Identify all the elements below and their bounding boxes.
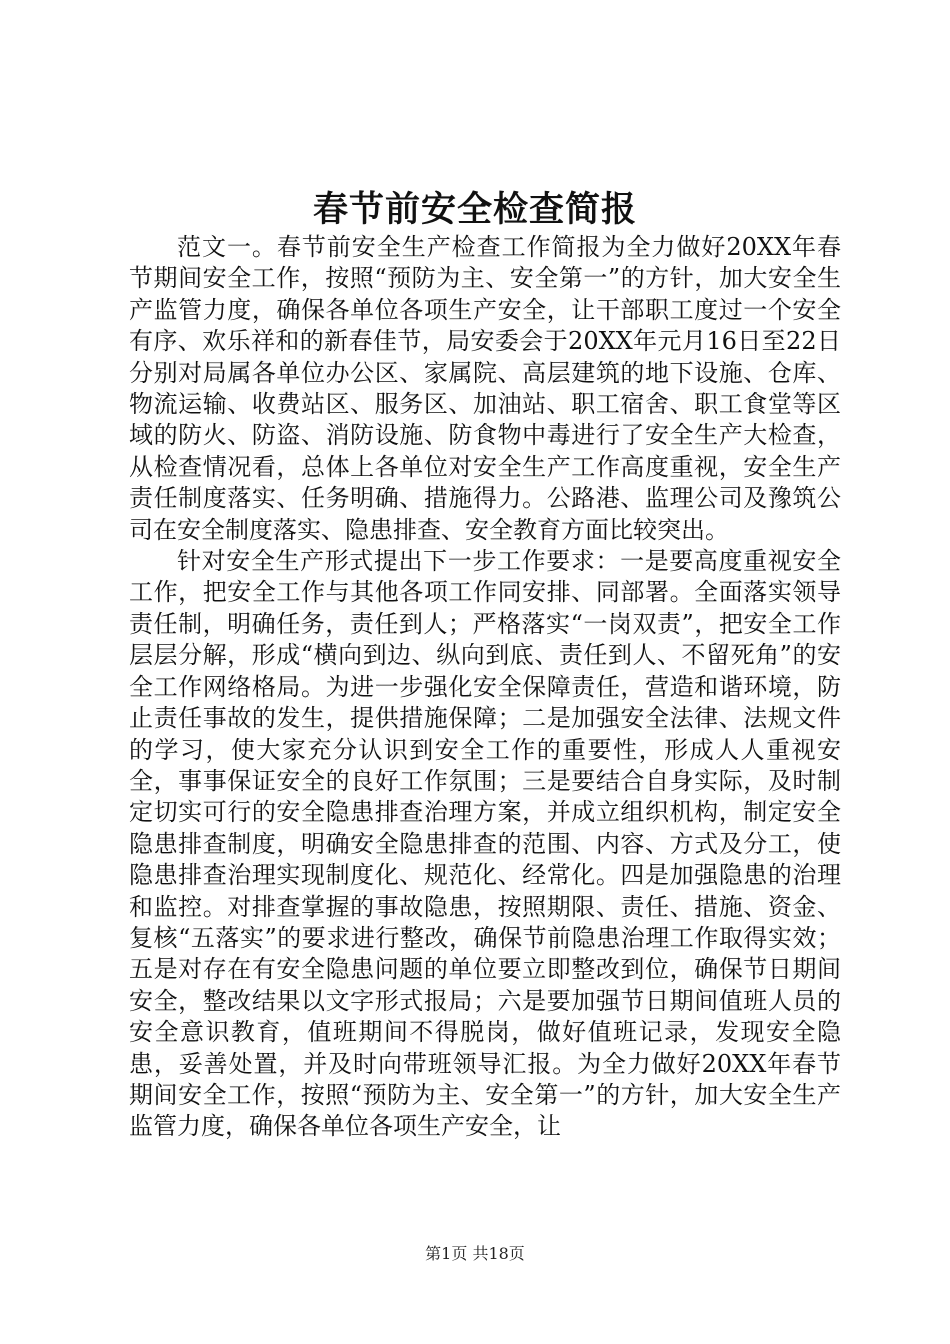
document-title: 春节前安全检查简报: [312, 189, 637, 230]
body-paragraph-1: 范文一。春节前安全生产检查工作简报为全力做好20XX年春节期间安全工作，按照“预防为主、安全第一”的方针，加大安全生产监管力度，确保各单位各项生产安全，让干部职工度过一个安全有序、欢乐祥和的新春佳节，局安委会于20XX年元月16日至22日分别对局属各单位办公区、家属院、高层建筑的地下设施、仓库、物流运输、收费站区、服务区、加油站、职工宿舍、职工食堂等区域的防火、防盗、消防设施、防食物中毒进行了安全生产大检查，从检查情况看，总体上各单位对安全生产工作高度重视，安全生产责任制度落实、任务明确、措施得力。公路港、监理公司及豫筑公司在安全制度落实、隐患排查、安全教育方面比较突出。: [129, 233, 841, 544]
document-body: [129, 232, 841, 1143]
page-number-footer: 第1页 共18页: [425, 1244, 525, 1263]
body-paragraph-2: 针对安全生产形式提出下一步工作要求：一是要高度重视安全工作，把安全工作与其他各项工作同安排、同部署。全面落实领导责任制，明确任务，责任到人；严格落实“一岗双责”，把安全工作层层分解，形成“横向到边、纵向到底、责任到人、不留死角”的安全工作网络格局。为进一步强化安全保障责任，营造和谐环境，防止责任事故的发生，提供措施保障；二是加强安全法律、法规文件的学习，使大家充分认识到安全工作的重要性，形成人人重视安全，事事保证安全的良好工作氛围；三是要结合自身实际，及时制定切实可行的安全隐患排查治理方案，并成立组织机构，制定安全隐患排查制度，明确安全隐患排查的范围、内容、方式及分工，使隐患排查治理实现制度化、规范化、经常化。四是加强隐患的治理和监控。对排查掌握的事故隐患，按照期限、责任、措施、资金、复核“五落实”的要求进行整改，确保节前隐患治理工作取得实效；五是对存在有安全隐患问题的单位要立即整改到位，确保节日期间安全，整改结果以文字形式报局；六是要加强节日期间值班人员的安全意识教育，值班期间不得脱岗，做好值班记录，发现安全隐患，妥善处置，并及时向带班领导汇报。为全力做好20XX年春节期间安全工作，按照“预防为主、安全第一”的方针，加大安全生产监管力度，确保各单位各项生产安全，让: [129, 547, 841, 1141]
